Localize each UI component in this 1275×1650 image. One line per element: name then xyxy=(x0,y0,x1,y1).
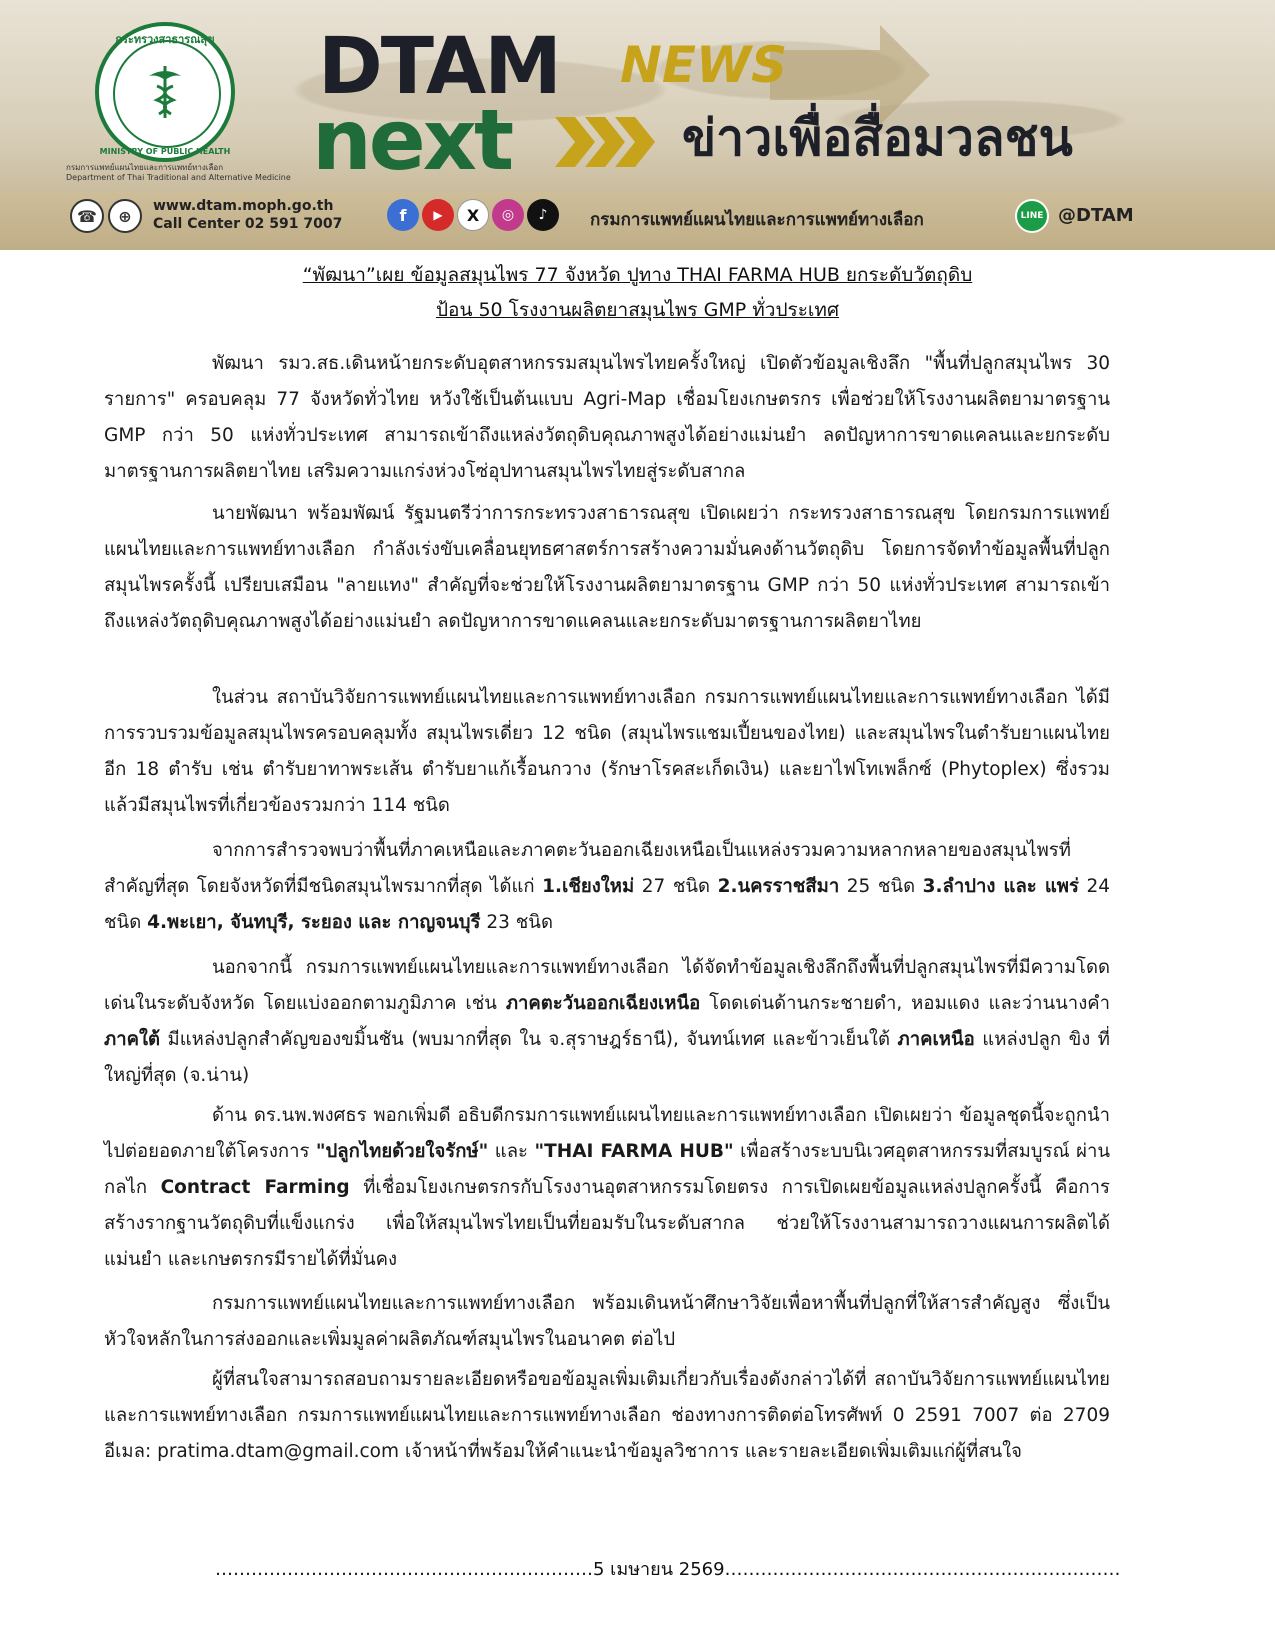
region-north-text: แหล่งปลูก ขิง ที่ใหญ่ที่สุด (จ.น่าน) xyxy=(104,1029,1110,1086)
facebook-icon[interactable]: f xyxy=(387,199,419,231)
phone-icon: ☎ xyxy=(70,199,104,233)
seal-thai-text: กระทรวงสาธารณสุข xyxy=(115,33,215,46)
paragraph-4-text: จากการสำรวจพบว่าพื้นที่ภาคเหนือและภาคตะวันออกเฉียงเหนือเป็นแหล่งรวมความหลากหลายของสมุนไพรที่สำคัญที่สุด โดยจังหวัดที่มีชนิดสมุนไพรมากที่สุด ได้แก่ xyxy=(104,840,1071,897)
contract-farming-term: Contract Farming xyxy=(160,1177,350,1198)
paragraph-3-text: ในส่วน สถาบันวิจัยการแพทย์แผนไทยและการแพทย์ทางเลือก กรมการแพทย์แผนไทยและการแพทย์ทางเลือก ได้มีการรวบรวมข้อมูลสมุนไพรครอบคลุมทั้ง สมุนไพรเดี่ยว 12 ชนิด (สมุนไพรแชมเปี้ยนของไทย) และสมุนไพรในตำรับยาแผนไทยอีก 18 ตำรับ เช่น ตำรับยาทาพระเส้น ตำรับยาแก้เรื้อนกวาง (รักษาโรคสะเก็ดเงิน) และยาไฟโทเพล็กซ์ (Phytoplex) ซึ่งรวมแล้วมีสมุนไพรที่เกี่ยวข้องรวมกว่า 114 ชนิด xyxy=(104,687,1110,816)
rank-1-province: 1.เชียงใหม่ xyxy=(542,876,635,897)
caduceus-icon xyxy=(145,62,185,120)
line-icon[interactable]: LINE xyxy=(1015,199,1049,233)
paragraph-3 xyxy=(104,680,1110,824)
paragraph-1 xyxy=(104,346,1110,490)
department-caption-english: Department of Thai Traditional and Alternative Medicine xyxy=(66,173,291,182)
paragraph-7 xyxy=(104,1286,1110,1358)
region-north: ภาคเหนือ xyxy=(897,1029,975,1050)
tiktok-icon[interactable]: ♪ xyxy=(527,199,559,231)
rank-1-count: 27 ชนิด xyxy=(634,876,718,897)
department-caption xyxy=(66,163,291,183)
paragraph-8-text: ผู้ที่สนใจสามารถสอบถามรายละเอียดหรือขอข้อมูลเพิ่มเติมเกี่ยวกับเรื่องดังกล่าวได้ที่ สถาบันวิจัยการแพทย์แผนไทยและการแพทย์ทางเลือก กรมการแพทย์แผนไทยและการแพทย์ทางเลือก ช่องทางการติดต่อโทรศัพท์ 0 2591 7007 ต่อ 2709 อีเมล: pratima.dtam@gmail.com เจ้าหน้าที่พร้อมให้คำแนะนำข้อมูลวิชาการ และรายละเอียดเพิ่มเติมแก่ผู้ที่สนใจ xyxy=(104,1369,1110,1462)
rank-2-count: 25 ชนิด xyxy=(839,876,923,897)
paragraph-7-text: กรมการแพทย์แผนไทยและการแพทย์ทางเลือก พร้อมเดินหน้าศึกษาวิจัยเพื่อหาพื้นที่ปลูกที่ให้สารสำคัญสูง ซึ่งเป็นหัวใจหลักในการส่งออกและเพิ่มมูลค่าผลิตภัณฑ์สมุนไพรในอนาคต ต่อไป xyxy=(104,1293,1110,1350)
paragraph-6-text: ด้าน ดร.นพ.พงศธร พอกเพิ่มดี อธิบดีกรมการแพทย์แผนไทยและการแพทย์ทางเลือก เปิดเผยว่า ข้อมูลชุดนี้จะถูกนำไปต่อยอดภายใต้โครงการ xyxy=(104,1105,1110,1162)
youtube-icon[interactable]: ▶ xyxy=(422,199,454,231)
project-name-2: "THAI FARMA HUB" xyxy=(534,1141,734,1162)
rank-4-province: 4.พะเยา, จันทบุรี, ระยอง และ กาญจนบุรี xyxy=(147,912,481,933)
department-caption-thai: กรมการแพทย์แผนไทยและการแพทย์ทางเลือก xyxy=(66,163,224,172)
header-banner xyxy=(0,0,1275,250)
project-name-1: "ปลูกไทยด้วยใจรักษ์" xyxy=(315,1141,489,1162)
department-name: กรมการแพทย์แผนไทยและการแพทย์ทางเลือก xyxy=(590,210,924,230)
ministry-seal-logo xyxy=(95,22,235,162)
website-link[interactable]: www.dtam.moph.go.th xyxy=(153,198,334,214)
headline-line-1: “พัฒนา”เผย ข้อมูลสมุนไพร 77 จังหวัด ปูทาง THAI FARMA HUB ยกระดับวัตถุดิบ xyxy=(302,264,973,286)
call-center-text: Call Center 02 591 7007 xyxy=(153,216,343,232)
paragraph-6-mid: เพื่อสร้างระบบนิเวศอุตสาหกรรมที่สมบูรณ์ ผ่านกลไก xyxy=(104,1141,1110,1198)
paragraph-4 xyxy=(104,833,1110,941)
seal-english-text: MINISTRY OF PUBLIC HEALTH xyxy=(99,147,231,156)
chevron-arrows-icon xyxy=(555,112,665,172)
paragraph-8 xyxy=(104,1362,1110,1470)
next-logo-text: next xyxy=(312,91,512,189)
paragraph-6 xyxy=(104,1098,1110,1278)
paragraph-6-conj: และ xyxy=(488,1141,535,1162)
paragraph-2-text: นายพัฒนา พร้อมพัฒน์ รัฐมนตรีว่าการกระทรวงสาธารณสุข เปิดเผยว่า กระทรวงสาธารณสุข โดยกรมการแพทย์แผนไทยและการแพทย์ทางเลือก กำลังเร่งขับเคลื่อนยุทธศาสตร์การสร้างความมั่นคงด้านวัตถุดิบ โดยการจัดทำข้อมูลพื้นที่ปลูกสมุนไพรครั้งนี้ เปรียบเสมือน "ลายแทง" สำคัญที่จะช่วยให้โรงงานผลิตยามาตรฐาน GMP กว่า 50 แห่งทั่วประเทศ สามารถเข้าถึงแหล่งวัตถุดิบคุณภาพสูงได้อย่างแม่นยำ ลดปัญหาการขาดแคลนและยกระดับมาตรฐานการผลิตยาไทย xyxy=(104,503,1110,632)
contact-info xyxy=(153,197,342,233)
line-handle[interactable]: @DTAM xyxy=(1058,205,1134,226)
rank-3-province: 3.ลำปาง และ แพร่ xyxy=(922,876,1079,897)
paragraph-2 xyxy=(104,496,1110,640)
paragraph-6-end: ที่เชื่อมโยงเกษตรกรกับโรงงานอุตสาหกรรมโดยตรง การเปิดเผยข้อมูลแหล่งปลูกครั้งนี้ คือการสร้างรากฐานวัตถุดิบที่แข็งแกร่ง เพื่อให้สมุนไพรไทยเป็นที่ยอมรับในระดับสากล ช่วยให้โรงงานสามารถวางแผนการผลิตได้แม่นยำ และเกษตรกรมีรายได้ที่มั่นคง xyxy=(104,1177,1110,1270)
rank-2-province: 2.นครราชสีมา xyxy=(717,876,840,897)
headline-line-2: ป้อน 50 โรงงานผลิตยาสมุนไพร GMP ทั่วประเทศ xyxy=(435,299,840,321)
region-south: ภาคใต้ xyxy=(104,1029,161,1050)
x-icon[interactable]: X xyxy=(457,199,489,231)
instagram-icon[interactable]: ◎ xyxy=(492,199,524,231)
rank-4-count: 23 ชนิด xyxy=(480,912,553,933)
dateline: ………………………………………………………5 เมษายน 2569………………………………………………………… xyxy=(215,1559,1121,1580)
region-northeast: ภาคตะวันออกเฉียงเหนือ xyxy=(505,993,701,1014)
globe-icon: ⊕ xyxy=(108,199,142,233)
news-logo-text: NEWS xyxy=(620,36,788,94)
region-south-text: มีแหล่งปลูกสำคัญของขมิ้นชัน (พบมากที่สุด ใน จ.สุราษฎร์ธานี), จันทน์เทศ และข้าวเย็นใต้ xyxy=(160,1029,898,1050)
paragraph-5 xyxy=(104,950,1110,1094)
dtam-logo-text: DTAM xyxy=(318,22,560,112)
region-northeast-text: โดดเด่นด้านกระชายดำ, หอมแดง และว่านนางคำ xyxy=(700,993,1110,1014)
paragraph-5-text: นอกจากนี้ กรมการแพทย์แผนไทยและการแพทย์ทางเลือก ได้จัดทำข้อมูลเชิงลึกถึงพื้นที่ปลูกสมุนไพรที่มีความโดดเด่นในระดับจังหวัด โดยแบ่งออกตามภูมิภาค เช่น xyxy=(104,957,1110,1014)
rank-3-count: 24 ชนิด xyxy=(104,876,1110,933)
press-release-heading: ข่าวเพื่อสื่อมวลชน xyxy=(682,109,1073,167)
paragraph-1-text: พัฒนา รมว.สธ.เดินหน้ายกระดับอุตสาหกรรมสมุนไพรไทยครั้งใหญ่ เปิดตัวข้อมูลเชิงลึก "พื้นที่ปลูกสมุนไพร 30 รายการ" ครอบคลุม 77 จังหวัดทั่วไทย หวังใช้เป็นต้นแบบ Agri-Map เชื่อมโยงเกษตรกร เพื่อช่วยให้โรงงานผลิตยามาตรฐาน GMP กว่า 50 แห่งทั่วประเทศ สามารถเข้าถึงแหล่งวัตถุดิบคุณภาพสูงได้อย่างแม่นยำ ลดปัญหาการขาดแคลนและยกระดับมาตรฐานการผลิตยาไทย เสริมความแกร่งห่วงโซ่อุปทานสมุนไพรไทยสู่ระดับสากล xyxy=(104,353,1110,482)
